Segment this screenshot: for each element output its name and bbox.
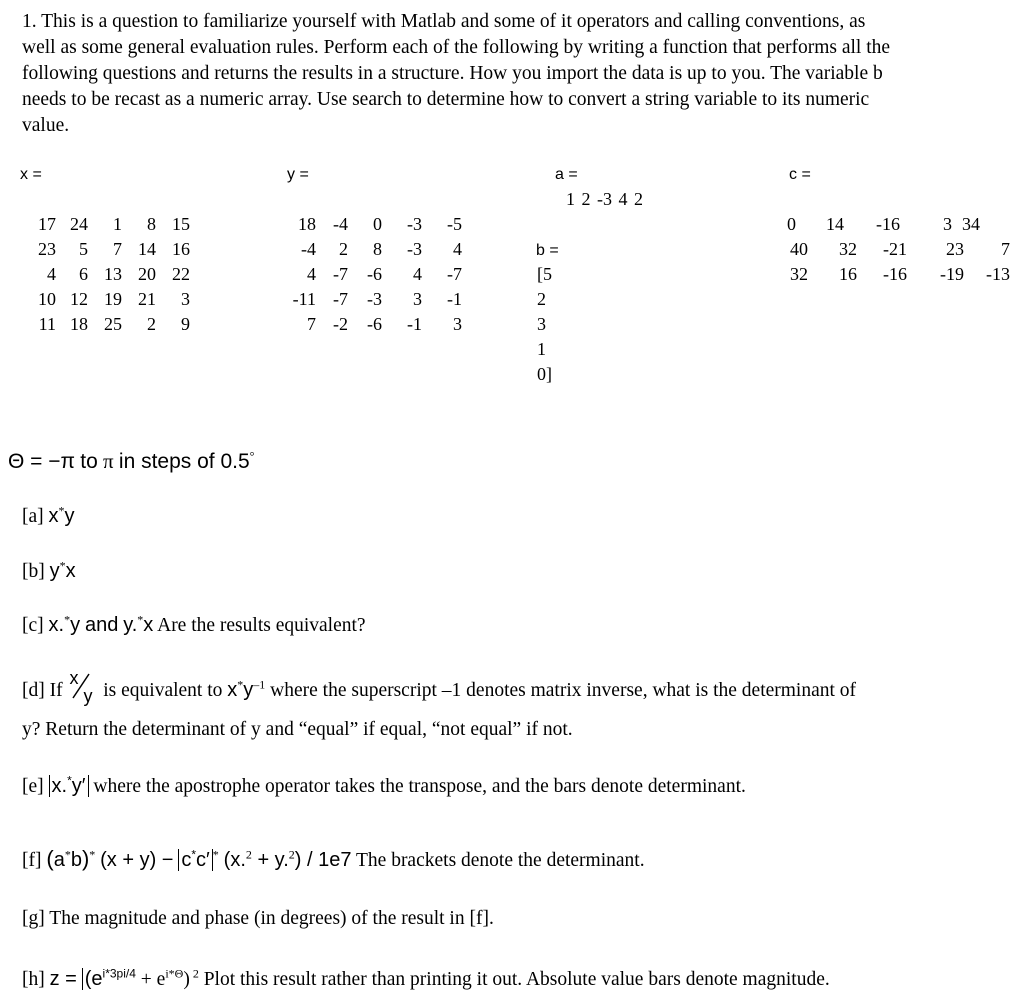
- cell: 18: [298, 214, 316, 234]
- cell: 32: [839, 239, 857, 259]
- cell: 0: [373, 214, 382, 234]
- math-x: x: [227, 679, 238, 701]
- matrix-x: [14, 212, 214, 337]
- question-text: where the superscript –1 denotes matrix inverse, what is the determinant of: [270, 680, 857, 701]
- math-y: y: [243, 679, 254, 701]
- cell: 1: [113, 214, 122, 234]
- cell: 32: [790, 264, 808, 284]
- magnitude-open: ($e^{i*3pi/4}$: [82, 968, 136, 990]
- matrix-y-row: [280, 312, 480, 337]
- question-b: [b] y*x: [22, 558, 76, 582]
- intro-line: needs to be recast as a numeric array. Use search to determine how to convert a string variable to its numeric: [22, 89, 870, 110]
- cell: 40: [790, 239, 808, 259]
- cell: 7: [113, 239, 122, 259]
- exponent-2: i*Θ: [165, 966, 184, 981]
- cell: 13: [104, 264, 122, 284]
- cell: [5: [537, 264, 552, 284]
- fraction-numerator: x: [69, 668, 79, 688]
- matrix-y: [280, 212, 480, 337]
- cell: 4: [307, 264, 316, 284]
- cell: 17: [38, 214, 56, 234]
- cell: 4: [453, 239, 462, 259]
- cell: 3: [943, 214, 952, 234]
- math-z: z =: [49, 968, 77, 990]
- matrix-y-row: [280, 212, 480, 237]
- cell: -19: [940, 264, 964, 284]
- theta-to: to: [80, 450, 98, 473]
- math-y: y: [49, 560, 60, 582]
- cell: -7: [447, 264, 462, 284]
- cell: -5: [447, 214, 462, 234]
- question-text: Are the results equivalent?: [157, 615, 366, 636]
- cell: 3: [537, 314, 546, 334]
- math-and: and: [84, 614, 119, 636]
- cell: -1: [447, 289, 462, 309]
- matrix-y-row: [280, 287, 480, 312]
- math-x-plus-y: (x + y) −: [100, 849, 174, 871]
- cell: -3: [407, 239, 422, 259]
- matrix-c: [760, 212, 1020, 287]
- matrix-c-label: c =: [789, 166, 811, 183]
- intro-line: following questions and returns the results in a structure. How you import the data is up to you. The variable b: [22, 63, 883, 84]
- math-y: y: [64, 505, 75, 527]
- cell: 23: [946, 239, 964, 259]
- cell: 6: [79, 264, 88, 284]
- math-tail: ) / 1e7: [294, 849, 352, 871]
- math-close-paren: ): [81, 846, 90, 871]
- question-h: [h] $z = (e^{i*3pi/4} + e^{i*\Theta})$ $^2$ Plot this result rather than printing it out. Absolute value bars denote magnitude.: [22, 966, 830, 990]
- math-plus-e: + e: [140, 969, 166, 990]
- cell: 18: [70, 314, 88, 334]
- cell: 4: [413, 264, 422, 284]
- cell: 0: [787, 214, 796, 234]
- matrix-y-row: [280, 262, 480, 287]
- cell: -16: [876, 214, 900, 234]
- cell: -6: [367, 264, 382, 284]
- problem-intro: [22, 9, 1014, 139]
- math-open-paren: (: [46, 846, 54, 871]
- cell: 34: [962, 214, 980, 234]
- theta-pi: π: [103, 449, 114, 473]
- fraction-denominator: y: [83, 686, 93, 706]
- cell: 14: [826, 214, 844, 234]
- question-a: [a] x*y: [22, 503, 75, 527]
- cell: -1: [407, 314, 422, 334]
- exponent-1: i*3pi/4: [102, 966, 136, 981]
- matrix-y-label: y =: [287, 166, 309, 183]
- theta-prefix: Θ = −π: [8, 450, 76, 473]
- determinant-cc: c*c′: [178, 849, 212, 871]
- cell: -21: [883, 239, 907, 259]
- cell: 21: [138, 289, 156, 309]
- matrix-x-row: [14, 212, 214, 237]
- intro-line: 1. This is a question to familiarize yourself with Matlab and some of it operators and calling conventions, as: [22, 11, 866, 32]
- cell: 9: [181, 314, 190, 334]
- cell: 2: [147, 314, 156, 334]
- cell: -4: [301, 239, 316, 259]
- question-g: [22, 908, 494, 930]
- question-e: [22, 775, 746, 798]
- cell: 8: [373, 239, 382, 259]
- math-plus-y: + y.: [251, 849, 289, 871]
- question-label: [c]: [22, 615, 44, 636]
- matrix-b-label: b =: [536, 242, 559, 259]
- math-y-dot: y.: [123, 614, 138, 636]
- question-c: [c] x.*y and y.*x Are the results equivalent?: [22, 612, 366, 636]
- math-c-transpose: c′: [196, 849, 210, 871]
- question-label: [a]: [22, 506, 44, 527]
- math-a: a: [53, 849, 65, 871]
- question-label: [g]: [22, 908, 45, 929]
- cell: 16: [839, 264, 857, 284]
- cell: 11: [38, 314, 56, 334]
- matrix-x-label: x =: [20, 166, 42, 183]
- question-label: [f]: [22, 850, 42, 871]
- theta-definition: [8, 449, 254, 474]
- cell: 20: [138, 264, 156, 284]
- cell: -13: [986, 264, 1010, 284]
- question-text: where the apostrophe operator takes the transpose, and the bars denote determinant.: [93, 776, 746, 797]
- fraction-x-over-y: [67, 668, 93, 706]
- cell: 7: [1001, 239, 1010, 259]
- cell: -3: [407, 214, 422, 234]
- matrix-y-row: [280, 237, 480, 262]
- matrix-c-row: [760, 237, 1020, 262]
- cell: 3: [453, 314, 462, 334]
- cell: 23: [38, 239, 56, 259]
- question-label: [b]: [22, 561, 45, 582]
- question-text: Plot this result rather than printing it out. Absolute value bars denote magnitude.: [203, 969, 830, 990]
- matrix-x-row: [14, 312, 214, 337]
- cell: 8: [147, 214, 156, 234]
- cell: -4: [333, 214, 348, 234]
- cell: -16: [883, 264, 907, 284]
- question-f: [f] (a*b)* (x + y) − c*c′ * (x.$^2$ + y.$^2$) / 1e7 The brackets denote the determinant.: [22, 846, 645, 871]
- matrix-a-label: a =: [555, 166, 578, 183]
- cell: 7: [307, 314, 316, 334]
- question-text: The magnitude and phase (in degrees) of the result in [f].: [49, 908, 494, 929]
- math-y: y: [70, 614, 81, 636]
- math-y-transpose: y′: [71, 775, 86, 797]
- cell: 22: [172, 264, 190, 284]
- math-xsq: (x.: [223, 849, 246, 871]
- math-x-dot: x.: [48, 614, 65, 636]
- cell: 14: [138, 239, 156, 259]
- math-c: c: [181, 849, 192, 871]
- cell: 15: [172, 214, 190, 234]
- matrix-x-row: [14, 262, 214, 287]
- matrix-a-values: 1 2 -3 4 2: [566, 189, 643, 209]
- cell: 3: [181, 289, 190, 309]
- matrix-x-row: [14, 287, 214, 312]
- intro-line: well as some general evaluation rules. Perform each of the following by writing a function that performs all the: [22, 37, 891, 58]
- question-label: [e]: [22, 776, 44, 797]
- matrix-b: [537, 262, 552, 387]
- cell: 2: [537, 289, 546, 309]
- question-d: [d] If x y is equivalent to $x^*y^{-1}$ where the superscript –1 denotes matrix inverse, what is the determinant of: [22, 668, 857, 706]
- degree-symbol: °: [249, 449, 255, 463]
- cell: 0]: [537, 364, 552, 384]
- theta-rest: in steps of 0.5: [118, 450, 250, 473]
- question-text: The brackets denote the determinant.: [356, 850, 645, 871]
- math-x: x: [65, 560, 76, 582]
- cell: 19: [104, 289, 122, 309]
- cell: 3: [413, 289, 422, 309]
- cell: -6: [367, 314, 382, 334]
- cell: 16: [172, 239, 190, 259]
- matrix-c-row: [760, 212, 1020, 237]
- cell: -7: [333, 264, 348, 284]
- matrix-c-row: [760, 262, 1020, 287]
- cell: -2: [333, 314, 348, 334]
- cell: 4: [47, 264, 56, 284]
- cell: 5: [79, 239, 88, 259]
- math-x: x: [143, 614, 154, 636]
- question-label: [d] If: [22, 680, 63, 701]
- intro-line: value.: [22, 115, 70, 136]
- math-x: x: [48, 505, 59, 527]
- cell: 10: [38, 289, 56, 309]
- question-d-line2: y? Return the determinant of y and “equal” if equal, “not equal” if not.: [22, 719, 573, 740]
- cell: 2: [339, 239, 348, 259]
- math-b: b: [70, 849, 82, 871]
- question-label: [h]: [22, 969, 45, 990]
- cell: -7: [333, 289, 348, 309]
- cell: 24: [70, 214, 88, 234]
- question-text: is equivalent to: [103, 680, 223, 701]
- cell: 25: [104, 314, 122, 334]
- cell: 1: [537, 339, 546, 359]
- cell: 12: [70, 289, 88, 309]
- math-x-dot: x.: [51, 775, 68, 797]
- matrix-x-row: [14, 237, 214, 262]
- cell: -3: [367, 289, 382, 309]
- cell: -11: [292, 289, 316, 309]
- determinant-expression: x.*y′: [49, 775, 89, 797]
- math-e: e: [91, 968, 103, 990]
